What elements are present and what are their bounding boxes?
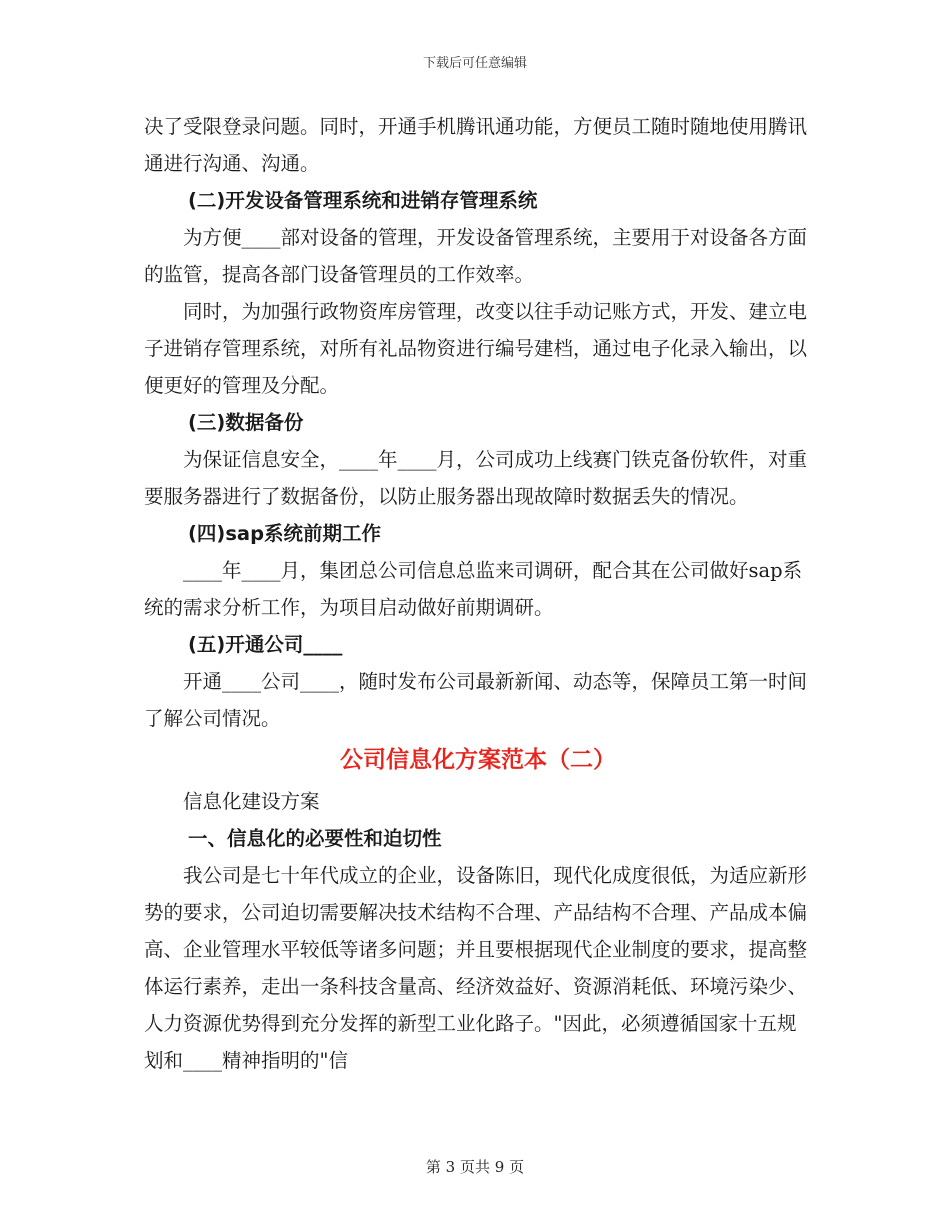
section-heading: (二)开发设备管理系统和进销存管理系统 [188, 189, 538, 212]
section-heading: (三)数据备份 [188, 411, 304, 434]
paragraph: ____年____月，集团总公司信息总监来司调研，配合其在公司做好sap系统的需求分析工作，为项目启动做好前期调研。 [144, 559, 803, 619]
paragraph: 我公司是七十年代成立的企业，设备陈旧，现代化成度很低，为适应新形势的要求，公司迫切需要解决技术结构不合理、产品结构不合理、产品成本偏高、企业管理水平较低等诸多问题；并且要根据现代企业制度的要求，提高整体运行素养，走出一条科技含量高、经济效益好、资源消耗低、环境污染少、人力资源优势得到充分发挥的新型工业化路子。"因此，必须遵循国家十五规划和____精神指明的"信 [144, 864, 808, 1072]
page-header: 下载后可任意编辑 [422, 56, 527, 71]
page-footer: 第 3 页共 9 页 [425, 1158, 525, 1176]
paragraph: 开通____公司____，随时发布公司最新新闻、动态等，保障员工第一时间了解公司情况。 [144, 670, 808, 730]
paragraph: 信息化建设方案 [183, 790, 320, 813]
paragraph: 为保证信息安全，____年____月，公司成功上线赛门铁克备份软件，对重要服务器进行了数据备份，以防止服务器出现故障时数据丢失的情况。 [144, 448, 808, 508]
document-title: 公司信息化方案范本（二） [340, 747, 616, 773]
section-heading: (四)sap系统前期工作 [188, 522, 382, 545]
document-body [144, 108, 812, 1079]
section-heading: 一、信息化的必要性和迫切性 [188, 827, 442, 850]
paragraph: 同时，为加强行政物资库房管理，改变以往手动记账方式，开发、建立电子进销存管理系统，对所有礼品物资进行编号建档，通过电子化录入输出，以便更好的管理及分配。 [144, 300, 808, 397]
paragraph: 决了受限登录问题。同时，开通手机腾讯通功能，方便员工随时随地使用腾讯通进行沟通、沟通。 [144, 115, 808, 175]
section-heading: (五)开通公司____ [188, 633, 343, 656]
paragraph: 为方便____部对设备的管理，开发设备管理系统，主要用于对设备各方面的监管，提高各部门设备管理员的工作效率。 [144, 226, 808, 286]
